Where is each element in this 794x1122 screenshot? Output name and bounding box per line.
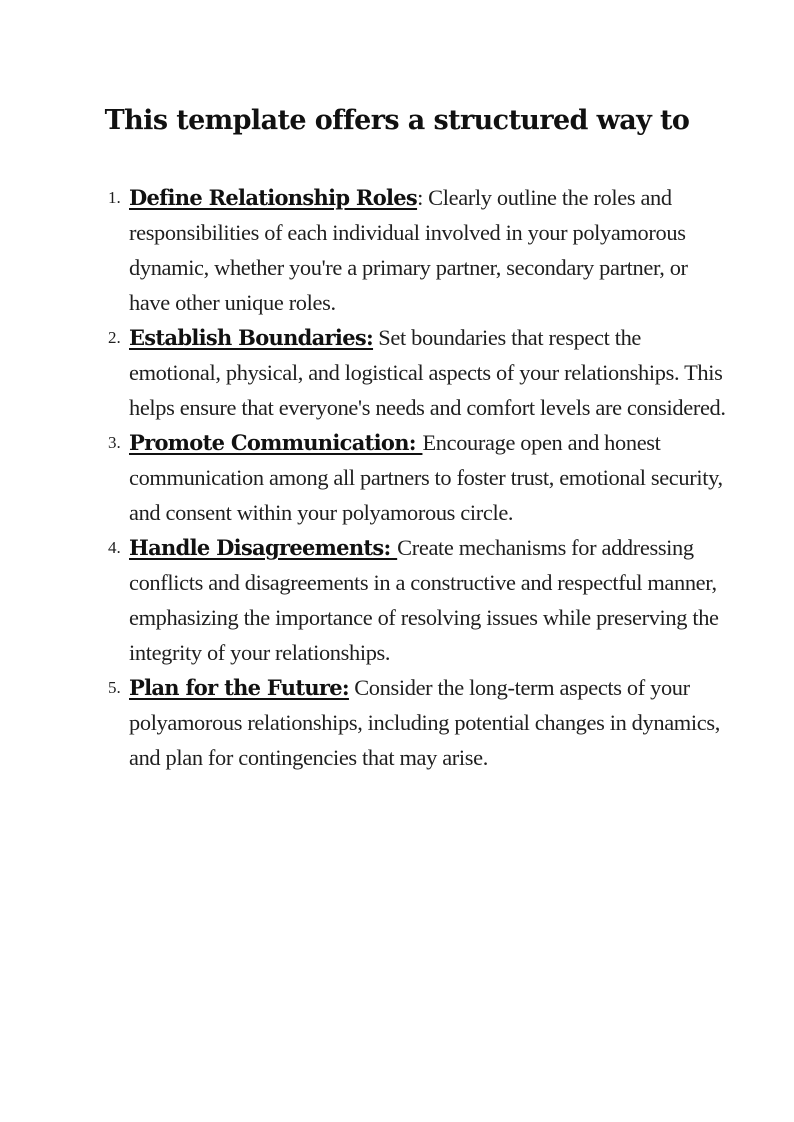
list-item-term: Promote Communication: xyxy=(129,430,423,455)
list-item-description: Create mechanisms for addressing conflicts and disagreements in a constructive and respectful manner, emphasizing the importance of resolving issues while preserving the integrity of your relationships. xyxy=(129,535,719,665)
list-item-term: Define Relationship Roles xyxy=(129,185,418,210)
page-title: This template offers a structured way to xyxy=(104,105,690,136)
list-item-number: 3. xyxy=(108,433,121,452)
list-item-description: Clearly outline the roles and responsibilities of each individual involved in your polyamorous dynamic, whether you're a primary partner, secondary partner, or have other unique roles. xyxy=(129,185,688,315)
list-item-number: 2. xyxy=(108,328,121,347)
list-item-term: Establish Boundaries: xyxy=(129,325,374,350)
list-item-number: 5. xyxy=(108,678,121,697)
list-item-roles xyxy=(108,180,728,320)
list-item-communication xyxy=(108,425,728,530)
list-item-boundaries xyxy=(108,320,728,425)
list-item-description: Encourage open and honest communication among all partners to foster trust, emotional security, and consent within your polyamorous circle. xyxy=(129,430,723,525)
list-item-disagreements xyxy=(108,530,728,670)
purpose-list xyxy=(108,180,728,775)
list-item-term: Handle Disagreements: xyxy=(129,535,398,560)
list-item-number: 4. xyxy=(108,538,121,557)
list-item-separator: : xyxy=(417,185,423,210)
list-item-term: Plan for the Future: xyxy=(129,675,349,700)
list-item-future xyxy=(108,670,728,775)
list-item-number: 1. xyxy=(108,188,121,207)
list-item-description: Set boundaries that respect the emotional, physical, and logistical aspects of your relationships. This helps ensure that everyone's needs and comfort levels are considered. xyxy=(129,325,726,420)
list-item-description: Consider the long-term aspects of your polyamorous relationships, including potential changes in dynamics, and plan for contingencies that may arise. xyxy=(129,675,720,770)
